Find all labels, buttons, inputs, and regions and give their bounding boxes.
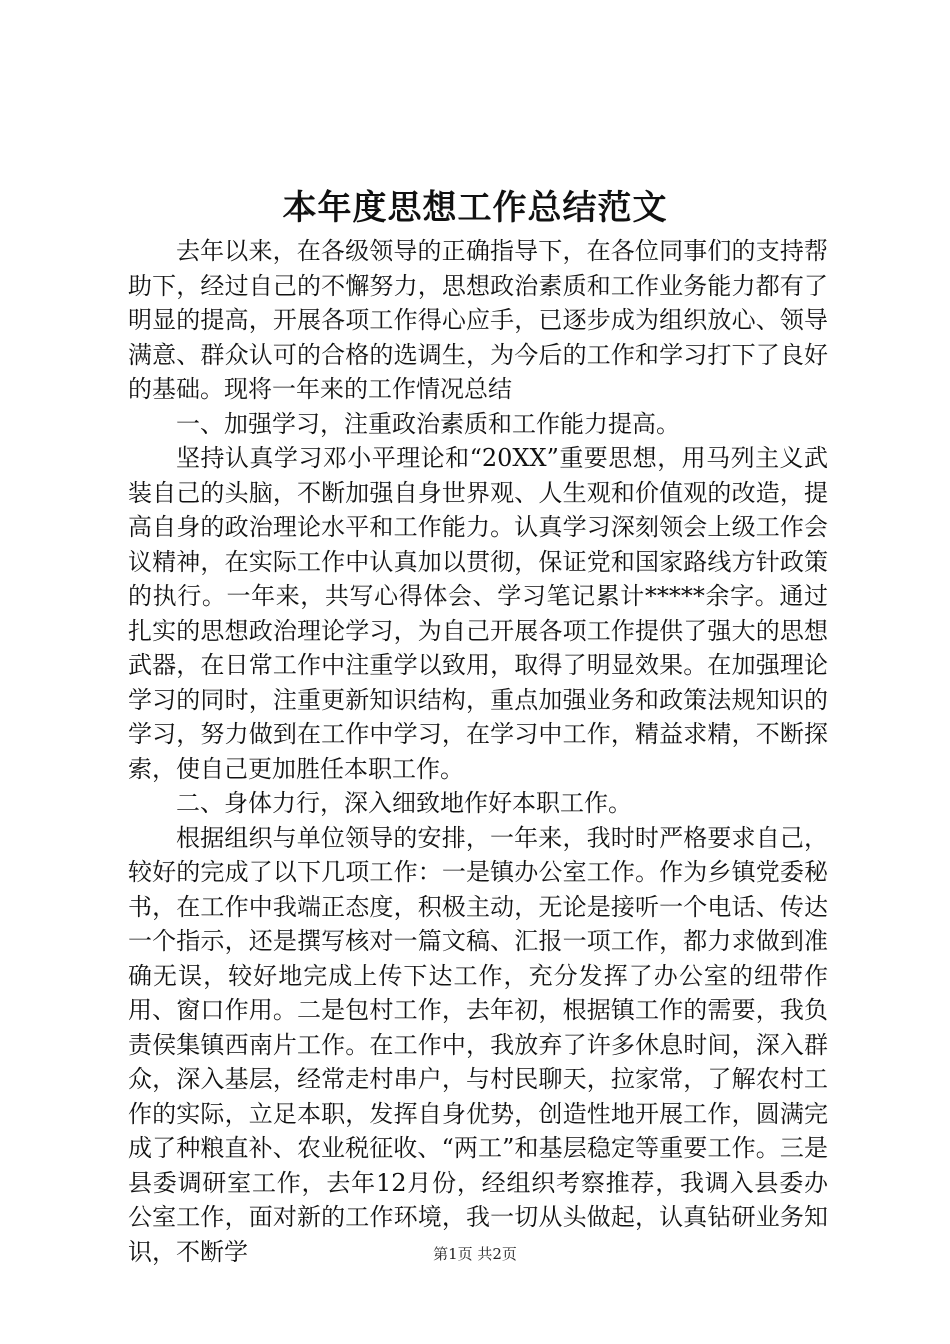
document-title: 本年度思想工作总结范文 [282,188,668,228]
paragraph-intro: 去年以来，在各级领导的正确指导下，在各位同事们的支持帮助下，经过自己的不懈努力，思想政治素质和工作业务能力都有了明显的提高，开展各项工作得心应手，已逐步成为组织放心、领导满意、群众认可的合格的选调生，为今后的工作和学习打下了良好的基础。现将一年来的工作情况总结 [128,237,828,403]
document-body [128,234,828,1269]
page-footer: 第1页 共2页 [433,1245,517,1263]
paragraph-study: 坚持认真学习邓小平理论和“20XX”重要思想，用马列主义武装自己的头脑，不断加强自身世界观、人生观和价值观的改造，提高自身的政治理论水平和工作能力。认真学习深刻领会上级工作会议精神，在实际工作中认真加以贯彻，保证党和国家路线方针政策的执行。一年来，共写心得体会、学习笔记累计*****余字。通过扎实的思想政治理论学习，为自己开展各项工作提供了强大的思想武器，在日常工作中注重学以致用，取得了明显效果。在加强理论学习的同时，注重更新知识结构，重点加强业务和政策法规知识的学习，努力做到在工作中学习，在学习中工作，精益求精，不断探索，使自己更加胜任本职工作。 [128,444,828,783]
paragraph-work: 根据组织与单位领导的安排，一年来，我时时严格要求自己，较好的完成了以下几项工作：一是镇办公室工作。作为乡镇党委秘书，在工作中我端正态度，积极主动，无论是接听一个电话、传达一个指示，还是撰写核对一篇文稿、汇报一项工作，都力求做到准确无误，较好地完成上传下达工作，充分发挥了办公室的纽带作用、窗口作用。二是包村工作，去年初，根据镇工作的需要，我负责侯集镇西南片工作。在工作中，我放弃了许多休息时间，深入群众，深入基层，经常走村串户，与村民聊天，拉家常，了解农村工作的实际，立足本职，发挥自身优势，创造性地开展工作，圆满完成了种粮直补、农业税征收、“两工”和基层稳定等重要工作。三是县委调研室工作，去年12月份，经组织考察推荐，我调入县委办公室工作，面对新的工作环境，我一切从头做起，认真钻研业务知识，不断学 [128,823,828,1266]
section-heading-1: 一、加强学习，注重政治素质和工作能力提高。 [176,409,680,438]
section-heading-2: 二、身体力行，深入细致地作好本职工作。 [176,789,632,817]
